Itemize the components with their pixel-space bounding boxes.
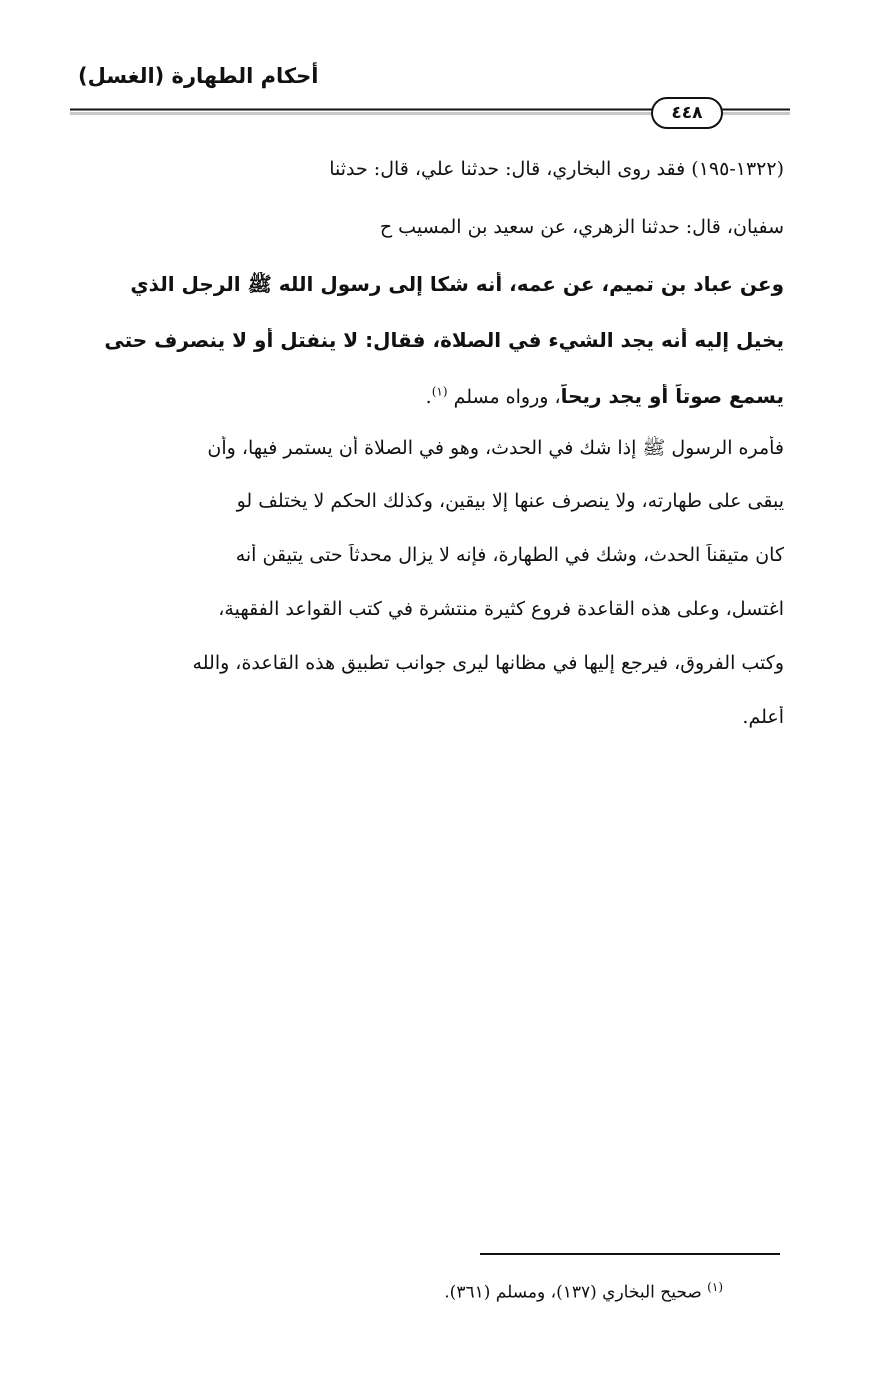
commentary-line-1: فأمره الرسول ﷺ إذا شك في الحدث، وهو في الصلاة أن يستمر فيها، وأن bbox=[207, 437, 784, 459]
page-number-badge bbox=[651, 97, 723, 129]
footnote-marker: (١) bbox=[707, 1280, 723, 1294]
commentary-line-5: وكتب الفروق، فيرجع إليها في مظانها ليرى جوانب تطبيق هذه القاعدة، والله bbox=[192, 652, 784, 674]
hadith-line-1: وعن عباد بن تميم، عن عمه، أنه شكا إلى رسول الله ﷺ الرجل الذي bbox=[130, 272, 784, 296]
footnote-text: صحيح البخاري (١٣٧)، ومسلم (٣٦١). bbox=[444, 1282, 702, 1303]
isnad-line-2: سفيان، قال: حدثنا الزهري، عن سعيد بن المسيب ح bbox=[379, 216, 784, 238]
hadith-line-3-tail: ، ورواه مسلم bbox=[453, 386, 561, 408]
isnad-line-1: (١٣٢٢-١٩٥) فقد روى البخاري، قال: حدثنا علي، قال: حدثنا bbox=[329, 158, 784, 180]
footnote bbox=[444, 1280, 723, 1303]
footnote-rule bbox=[480, 1253, 780, 1255]
commentary-line-4: اغتسل، وعلى هذه القاعدة فروع كثيرة منتشرة في كتب القواعد الفقهية، bbox=[218, 598, 784, 620]
hadith-line-2: يخيل إليه أنه يجد الشيء في الصلاة، فقال: لا ينفتل أو لا ينصرف حتى bbox=[104, 328, 784, 352]
hadith-line-3 bbox=[70, 384, 784, 408]
running-title: أحكام الطهارة (الغسل) bbox=[78, 64, 319, 88]
hadith-line-3-end: . bbox=[425, 386, 432, 408]
commentary-line-3: كان متيقناً الحدث، وشك في الطهارة، فإنه لا يزال محدثاً حتى يتيقن أنه bbox=[235, 544, 784, 566]
commentary-line-6: أعلم. bbox=[742, 706, 784, 728]
page-number: ٤٤٨ bbox=[671, 103, 703, 123]
footnote-reference: (١) bbox=[431, 384, 448, 399]
commentary-line-2: يبقى على طهارته، ولا ينصرف عنها إلا بيقين، وكذلك الحكم لا يختلف لو bbox=[236, 490, 784, 512]
hadith-line-3-bold: يسمع صوتاً أو يجد ريحاً bbox=[560, 384, 784, 408]
